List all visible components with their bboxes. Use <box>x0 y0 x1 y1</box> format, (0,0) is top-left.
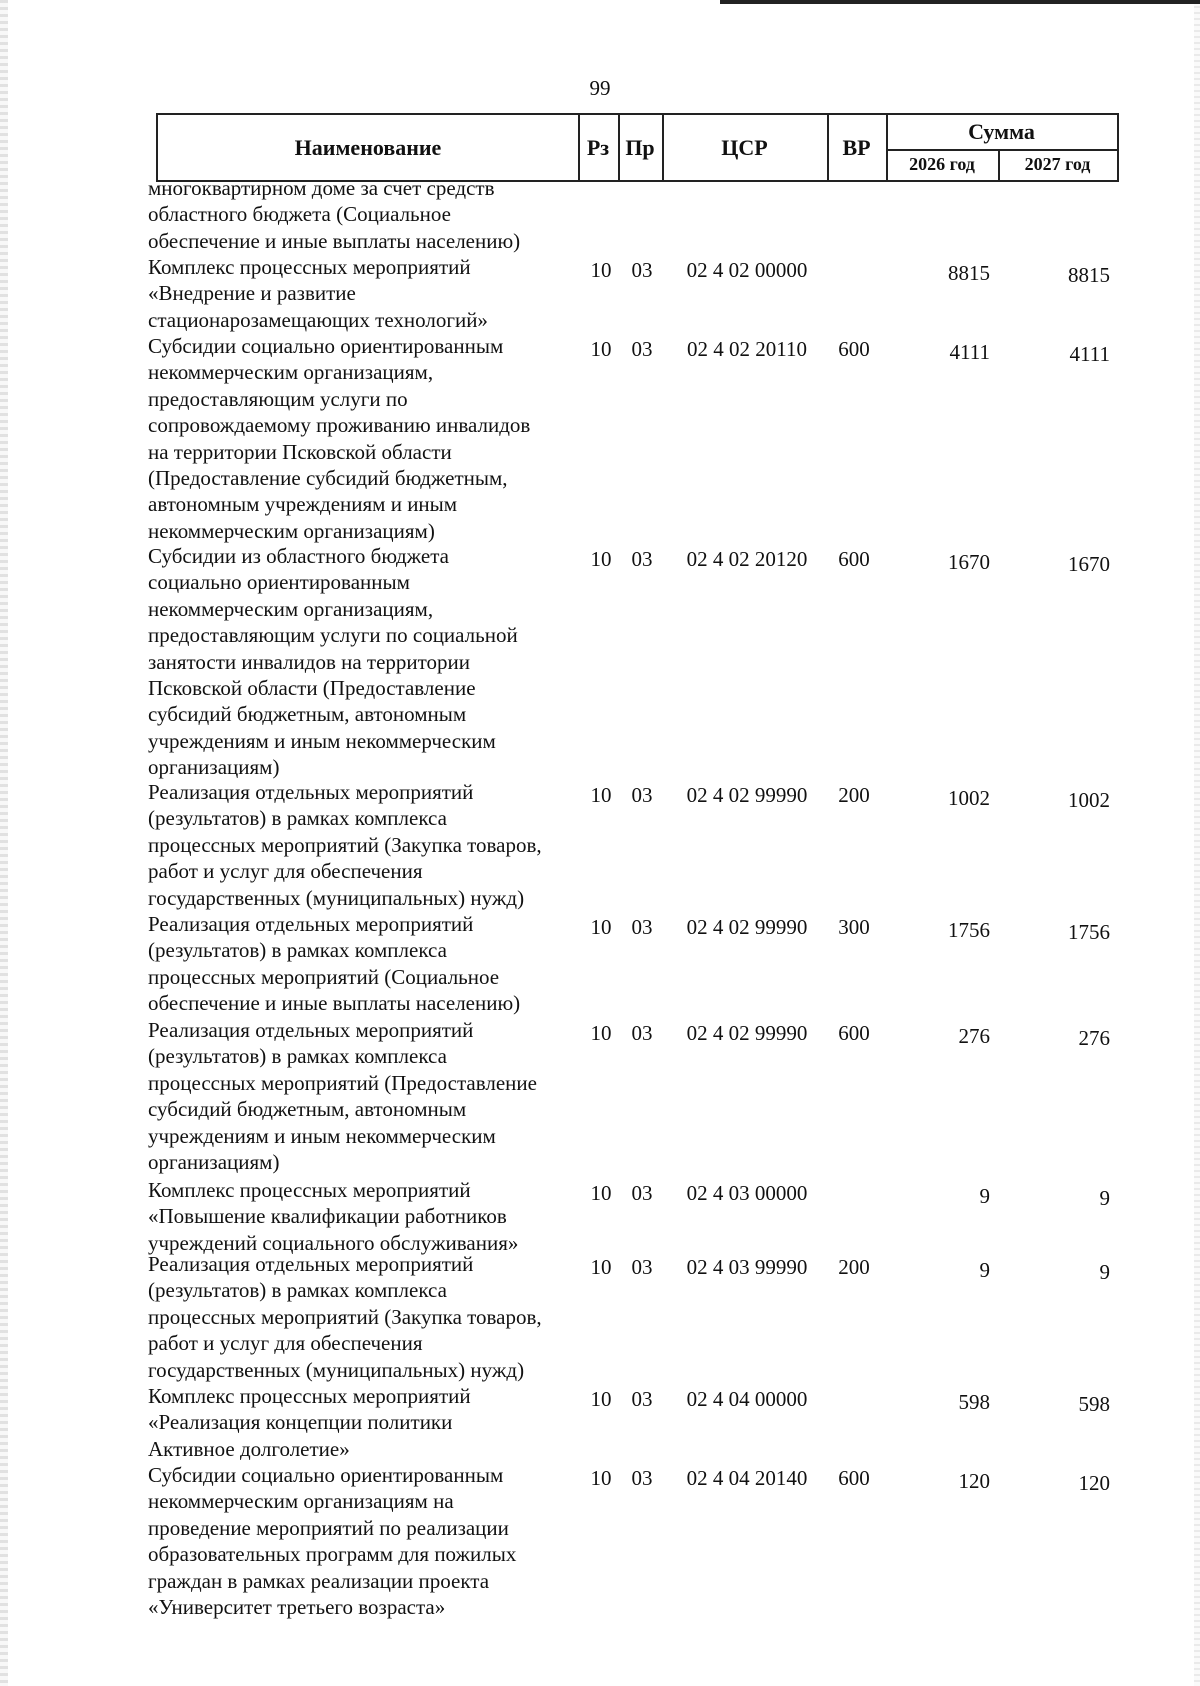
row-name: Реализация отдельных мероприятий (результатов) в рамках комплекса процессных мероприятий (Социальное обеспечение и иные выплаты населению) <box>148 912 521 1016</box>
row-y2027: 8815 <box>1068 263 1110 287</box>
row-name: Реализация отдельных мероприятий (результатов) в рамках комплекса процессных мероприятий (Закупка товаров, работ и услуг для обеспечения государственных (муниципальных) нужд) <box>148 780 542 910</box>
row-csr: 02 4 02 99990 <box>686 915 808 939</box>
row-csr: 02 4 03 00000 <box>686 1181 808 1205</box>
row-name: Комплекс процессных мероприятий «Реализация концепции политики Активное долголетие» <box>148 1384 471 1461</box>
row-csr: 02 4 02 99990 <box>686 1021 808 1045</box>
row-name: Комплекс процессных мероприятий «Повышение квалификации работников учреждений социального обслуживания» <box>148 1178 519 1255</box>
row-name: Субсидии социально ориентированным некоммерческим организациям, предоставляющим услуги по сопровождаемому проживанию инвалидов на территории Псковской области (Предоставление субсидий бюджетным, автономным учреждениям и иным некоммерческим организациям) <box>148 334 531 543</box>
scan-top-bar <box>720 0 1200 4</box>
row-y2027: 276 <box>1078 1026 1110 1050</box>
header-year-2027: 2027 год <box>1024 154 1091 174</box>
row-vr: 300 <box>838 915 870 939</box>
row-pr: 03 <box>631 547 653 571</box>
row-y2027: 1670 <box>1068 552 1110 576</box>
header-sum: Сумма <box>968 119 1035 144</box>
row-y2026: 1002 <box>948 786 990 810</box>
row-pr: 03 <box>631 258 653 282</box>
row-csr: 02 4 02 20110 <box>687 337 807 361</box>
row-rz: 10 <box>590 915 612 939</box>
row-rz: 10 <box>590 1181 612 1205</box>
page-number: 99 <box>589 76 611 100</box>
row-y2027: 1002 <box>1068 788 1110 812</box>
row-rz: 10 <box>590 1255 612 1279</box>
header-csr: ЦСР <box>721 134 768 160</box>
row-csr: 02 4 02 99990 <box>686 783 808 807</box>
row-csr: 02 4 04 00000 <box>686 1387 808 1411</box>
row-y2027: 4111 <box>1069 342 1110 366</box>
row-csr: 02 4 04 20140 <box>686 1466 808 1490</box>
row-pr: 03 <box>631 1255 653 1279</box>
row-csr: 02 4 02 00000 <box>686 258 808 282</box>
scan-edge-left <box>0 0 8 1686</box>
row-y2026: 1756 <box>948 918 990 942</box>
row-y2026: 120 <box>958 1469 990 1493</box>
row-pr: 03 <box>631 915 653 939</box>
row-y2026: 8815 <box>948 261 990 285</box>
row-name: многоквартирном доме за счет средств областного бюджета (Социальное обеспечение и иные выплаты населению) <box>148 176 521 253</box>
row-rz: 10 <box>590 1387 612 1411</box>
header-year-2026: 2026 год <box>909 154 975 174</box>
row-y2026: 4111 <box>949 340 990 364</box>
row-pr: 03 <box>631 1387 653 1411</box>
row-vr: 200 <box>838 783 870 807</box>
row-pr: 03 <box>631 783 653 807</box>
header-pr: Пр <box>625 134 655 160</box>
row-pr: 03 <box>631 1466 653 1490</box>
row-rz: 10 <box>590 1021 612 1045</box>
row-rz: 10 <box>590 337 612 361</box>
row-y2026: 276 <box>958 1024 990 1048</box>
row-rz: 10 <box>590 1466 612 1490</box>
row-rz: 10 <box>590 783 612 807</box>
row-name: Реализация отдельных мероприятий (результатов) в рамках комплекса процессных мероприятий (Предоставление субсидий бюджетным, автономным учреждениям и иным некоммерческим организациям) <box>148 1018 537 1175</box>
header-name: Наименование <box>294 134 442 160</box>
row-csr: 02 4 02 20120 <box>686 547 808 571</box>
row-vr: 600 <box>838 1021 870 1045</box>
header-rz: Рз <box>586 134 610 160</box>
row-y2027: 1756 <box>1068 920 1110 944</box>
row-vr: 600 <box>838 547 870 571</box>
row-name: Субсидии из областного бюджета социально ориентированным некоммерческим организациям, предоставляющим услуги по социальной занятости инвалидов на территории Псковской области (Предоставление субсидий бюджетным, автономным учреждениям и иным некоммерческим организациям) <box>148 544 518 780</box>
table-header <box>156 113 1119 182</box>
row-vr: 200 <box>838 1255 870 1279</box>
row-rz: 10 <box>590 547 612 571</box>
row-name: Комплекс процессных мероприятий «Внедрение и развитие стационарозамещающих технологий» <box>148 255 488 332</box>
row-pr: 03 <box>631 1181 653 1205</box>
row-y2026: 598 <box>958 1390 990 1414</box>
row-y2026: 1670 <box>948 550 990 574</box>
row-y2027: 120 <box>1078 1471 1110 1495</box>
row-pr: 03 <box>631 337 653 361</box>
row-y2027: 598 <box>1078 1392 1110 1416</box>
row-pr: 03 <box>631 1021 653 1045</box>
row-vr: 600 <box>838 337 870 361</box>
row-y2026: 9 <box>979 1258 990 1282</box>
row-y2027: 9 <box>1099 1186 1110 1210</box>
row-y2026: 9 <box>979 1184 990 1208</box>
row-csr: 02 4 03 99990 <box>686 1255 808 1279</box>
row-name: Реализация отдельных мероприятий (результатов) в рамках комплекса процессных мероприятий (Закупка товаров, работ и услуг для обеспечения государственных (муниципальных) нужд) <box>148 1252 542 1382</box>
row-vr: 600 <box>838 1466 870 1490</box>
scan-edge-right <box>1194 0 1200 1686</box>
header-vr: ВР <box>842 134 871 160</box>
row-name: Субсидии социально ориентированным некоммерческим организациям на проведение мероприятий по реализации образовательных программ для пожилых граждан в рамках реализации проекта «Университет третьего возраста» <box>148 1463 517 1620</box>
row-y2027: 9 <box>1099 1260 1110 1284</box>
row-rz: 10 <box>590 258 612 282</box>
